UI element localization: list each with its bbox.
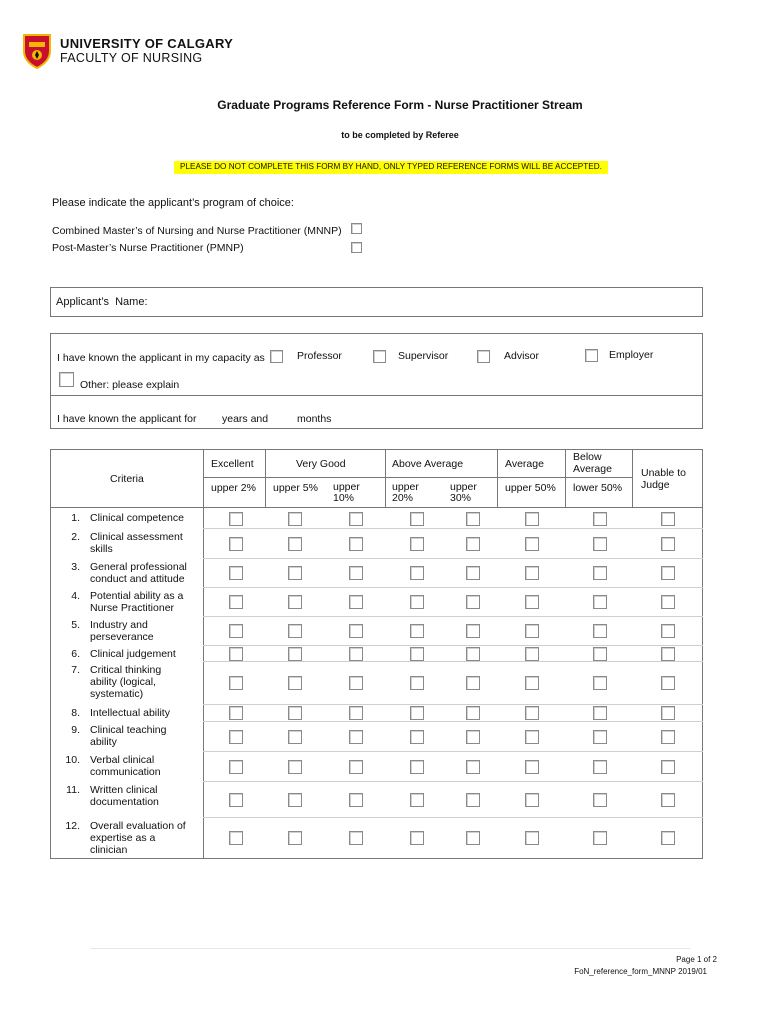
rating-checkbox-excellent[interactable] [229,624,243,638]
criterion-number: 4. [71,590,80,602]
rating-header-unable-to-judge: Unable to Judge [641,467,686,491]
rating-sub-upper-5: upper 5% [273,482,318,494]
program-prompt: Please indicate the applicant’s program of choice: [52,197,294,209]
known-for-label: I have known the applicant for [57,413,197,425]
rating-checkbox-excellent[interactable] [229,831,243,845]
rating-checkbox-upper-20[interactable] [410,676,424,690]
rating-checkbox-upper-5[interactable] [288,647,302,661]
rating-sub-upper-30: upper 30% [450,481,477,504]
typed-only-warning [174,161,608,174]
rating-checkbox-average[interactable] [525,706,539,720]
table-row [62,531,202,560]
criterion-number: 10. [65,754,80,766]
program-option-label: Combined Master’s of Nursing and Nurse Practitioner (MNNP) [52,225,342,237]
rating-checkbox-upper-10[interactable] [349,760,363,774]
rating-checkbox-upper-5[interactable] [288,760,302,774]
criterion-number: 8. [71,707,80,719]
row-separator [203,817,703,818]
criterion-label: Clinical competence [90,512,184,524]
rating-checkbox-upper-20[interactable] [410,831,424,845]
rating-checkbox-upper-5[interactable] [288,595,302,609]
table-row [62,619,202,647]
table-divider [632,449,633,507]
rating-checkbox-upper-10[interactable] [349,647,363,661]
rating-checkbox-below-average[interactable] [593,831,607,845]
rating-checkbox-average[interactable] [525,793,539,807]
capacity-professor-checkbox[interactable] [270,350,283,363]
row-separator [203,587,703,588]
rating-checkbox-upper-20[interactable] [410,793,424,807]
rating-checkbox-upper-5[interactable] [288,793,302,807]
capacity-other-label: Other: please explain [80,379,180,391]
rating-checkbox-upper-20[interactable] [410,706,424,720]
criterion-number: 12. [65,820,80,832]
rating-checkbox-upper-30[interactable] [466,793,480,807]
table-row [62,754,202,783]
capacity-employer-checkbox[interactable] [585,349,598,362]
capacity-other-checkbox[interactable] [59,372,74,387]
university-logo [22,33,52,69]
table-row [62,664,202,706]
capacity-supervisor-label: Supervisor [398,350,449,362]
rating-checkbox-upper-20[interactable] [410,595,424,609]
criterion-label: Intellectual ability [90,707,170,719]
table-row [62,784,202,819]
rating-header-above-average: Above Average [392,458,464,470]
table-row [62,707,202,723]
rating-checkbox-upper-10[interactable] [349,566,363,580]
rating-header-below-average: Below Average [573,451,612,475]
form-id: FoN_reference_form_MNNP 2019/01 [574,967,707,976]
table-divider [265,449,266,507]
rating-checkbox-below-average[interactable] [593,537,607,551]
rating-checkbox-unable-to-judge[interactable] [661,595,675,609]
rating-checkbox-below-average[interactable] [593,624,607,638]
rating-checkbox-upper-5[interactable] [288,512,302,526]
criterion-label: Industry and perseverance [90,619,154,643]
row-separator [203,558,703,559]
rating-checkbox-excellent[interactable] [229,512,243,526]
table-row [62,590,202,618]
capacity-supervisor-checkbox[interactable] [373,350,386,363]
rating-checkbox-average[interactable] [525,624,539,638]
criterion-label: Potential ability as a Nurse Practitioner [90,590,184,614]
row-separator [203,721,703,722]
rating-checkbox-average[interactable] [525,512,539,526]
table-divider [565,449,566,507]
rating-checkbox-upper-5[interactable] [288,537,302,551]
row-separator [203,781,703,782]
rating-checkbox-average[interactable] [525,730,539,744]
criterion-label: Verbal clinical communication [90,754,161,778]
form-title: Graduate Programs Reference Form - Nurse Practitioner Stream [217,98,583,112]
rating-checkbox-upper-5[interactable] [288,831,302,845]
footer-rule [90,948,690,949]
rating-checkbox-below-average[interactable] [593,512,607,526]
rating-checkbox-upper-10[interactable] [349,831,363,845]
row-separator [203,661,703,662]
rating-checkbox-upper-20[interactable] [410,537,424,551]
rating-checkbox-upper-5[interactable] [288,706,302,720]
rating-checkbox-upper-10[interactable] [349,730,363,744]
table-divider [203,477,632,478]
program-pmnp-checkbox[interactable] [351,242,362,253]
rating-checkbox-upper-20[interactable] [410,760,424,774]
rating-checkbox-unable-to-judge[interactable] [661,647,675,661]
rating-checkbox-upper-10[interactable] [349,793,363,807]
rating-checkbox-upper-30[interactable] [466,512,480,526]
rating-checkbox-unable-to-judge[interactable] [661,537,675,551]
rating-checkbox-upper-30[interactable] [466,566,480,580]
rating-checkbox-upper-30[interactable] [466,706,480,720]
criterion-label: Written clinical documentation [90,784,159,808]
rating-checkbox-upper-30[interactable] [466,647,480,661]
criterion-number: 7. [71,664,80,676]
rating-checkbox-upper-30[interactable] [466,730,480,744]
rating-checkbox-upper-30[interactable] [466,624,480,638]
criterion-label: Clinical teaching ability [90,724,167,748]
rating-checkbox-upper-5[interactable] [288,566,302,580]
rating-checkbox-below-average[interactable] [593,595,607,609]
criterion-number: 2. [71,531,80,543]
criterion-label: General professional conduct and attitude [90,561,187,585]
rating-checkbox-upper-30[interactable] [466,676,480,690]
rating-checkbox-unable-to-judge[interactable] [661,676,675,690]
criterion-number: 9. [71,724,80,736]
rating-checkbox-excellent[interactable] [229,706,243,720]
rating-checkbox-average[interactable] [525,595,539,609]
capacity-label: I have known the applicant in my capacity as [57,352,265,364]
criterion-number: 3. [71,561,80,573]
rating-checkbox-unable-to-judge[interactable] [661,512,675,526]
criterion-number: 5. [71,619,80,631]
rating-checkbox-average[interactable] [525,537,539,551]
rating-checkbox-below-average[interactable] [593,730,607,744]
applicant-name-field[interactable] [50,287,703,317]
rating-checkbox-average[interactable] [525,676,539,690]
capacity-divider [50,395,703,396]
row-separator [203,704,703,705]
rating-checkbox-excellent[interactable] [229,566,243,580]
rating-sub-upper-10: upper 10% [333,481,360,504]
rating-checkbox-upper-10[interactable] [349,624,363,638]
applicant-name-label: Applicant’s Name: [56,296,148,308]
criterion-number: 1. [71,512,80,524]
rating-checkbox-average[interactable] [525,566,539,580]
crest-icon [22,33,52,69]
program-mnnp-checkbox[interactable] [351,223,362,234]
rating-checkbox-below-average[interactable] [593,706,607,720]
rating-checkbox-upper-10[interactable] [349,512,363,526]
rating-checkbox-excellent[interactable] [229,595,243,609]
rating-checkbox-upper-5[interactable] [288,624,302,638]
capacity-employer-label: Employer [609,349,654,361]
rating-header-very-good: Very Good [296,458,346,470]
rating-checkbox-unable-to-judge[interactable] [661,793,675,807]
rating-checkbox-below-average[interactable] [593,566,607,580]
rating-checkbox-excellent[interactable] [229,793,243,807]
program-option-label: Post-Master’s Nurse Practitioner (PMNP) [52,242,244,254]
rating-checkbox-upper-5[interactable] [288,730,302,744]
criterion-number: 6. [71,648,80,660]
rating-checkbox-excellent[interactable] [229,676,243,690]
rating-checkbox-upper-10[interactable] [349,595,363,609]
rating-checkbox-below-average[interactable] [593,647,607,661]
table-row [62,724,202,753]
rating-checkbox-unable-to-judge[interactable] [661,566,675,580]
rating-checkbox-unable-to-judge[interactable] [661,706,675,720]
rating-checkbox-upper-20[interactable] [410,624,424,638]
rating-checkbox-average[interactable] [525,647,539,661]
rating-header-average: Average [505,458,544,470]
criterion-number: 11. [66,784,80,796]
table-divider [385,449,386,507]
rating-checkbox-excellent[interactable] [229,537,243,551]
rating-checkbox-unable-to-judge[interactable] [661,624,675,638]
rating-checkbox-below-average[interactable] [593,676,607,690]
rating-checkbox-excellent[interactable] [229,730,243,744]
years-label: years and [222,413,269,425]
rating-checkbox-unable-to-judge[interactable] [661,730,675,744]
row-separator [203,751,703,752]
rating-checkbox-upper-10[interactable] [349,706,363,720]
rating-checkbox-upper-30[interactable] [466,595,480,609]
criterion-label: Clinical judgement [90,648,176,660]
rating-checkbox-upper-20[interactable] [410,512,424,526]
table-divider [50,507,703,508]
table-row [62,512,202,530]
rating-checkbox-unable-to-judge[interactable] [661,760,675,774]
university-name: UNIVERSITY OF CALGARY [60,36,234,51]
rating-checkbox-average[interactable] [525,831,539,845]
criterion-label: Critical thinking ability (logical, systematic) [90,664,162,700]
rating-checkbox-upper-5[interactable] [288,676,302,690]
capacity-advisor-label: Advisor [504,350,540,362]
criteria-header: Criteria [110,473,144,485]
criterion-label: Clinical assessment skills [90,531,183,555]
table-divider [203,449,204,859]
rating-checkbox-below-average[interactable] [593,760,607,774]
rating-sub-upper-50: upper 50% [505,482,556,494]
criterion-label: Overall evaluation of expertise as a clinician [90,820,186,856]
page-number: Page 1 of 2 [676,955,717,964]
rating-checkbox-upper-10[interactable] [349,537,363,551]
rating-checkbox-excellent[interactable] [229,647,243,661]
form-subtitle: to be completed by Referee [341,130,459,140]
rating-checkbox-unable-to-judge[interactable] [661,831,675,845]
rating-sub-lower-50: lower 50% [573,482,623,494]
months-label: months [297,413,332,425]
rating-sub-upper-20: upper 20% [392,481,419,504]
table-divider [497,449,498,507]
rating-checkbox-upper-20[interactable] [410,566,424,580]
row-separator [203,645,703,646]
rating-checkbox-upper-30[interactable] [466,760,480,774]
rating-checkbox-upper-30[interactable] [466,831,480,845]
rating-header-excellent: Excellent [211,458,254,470]
rating-sub-upper-2: upper 2% [211,482,256,494]
warning-text: PLEASE DO NOT COMPLETE THIS FORM BY HAND, ONLY TYPED REFERENCE FORMS WILL BE ACCEPTED. [180,162,602,171]
table-row [62,820,202,860]
rating-checkbox-upper-30[interactable] [466,537,480,551]
row-separator [203,616,703,617]
faculty-name: FACULTY OF NURSING [60,51,203,65]
rating-checkbox-upper-10[interactable] [349,676,363,690]
table-row [62,561,202,589]
rating-checkbox-below-average[interactable] [593,793,607,807]
row-separator [203,528,703,529]
rating-checkbox-upper-20[interactable] [410,730,424,744]
table-row [62,648,202,663]
capacity-professor-label: Professor [297,350,342,362]
rating-checkbox-upper-20[interactable] [410,647,424,661]
rating-checkbox-excellent[interactable] [229,760,243,774]
capacity-advisor-checkbox[interactable] [477,350,490,363]
rating-checkbox-average[interactable] [525,760,539,774]
